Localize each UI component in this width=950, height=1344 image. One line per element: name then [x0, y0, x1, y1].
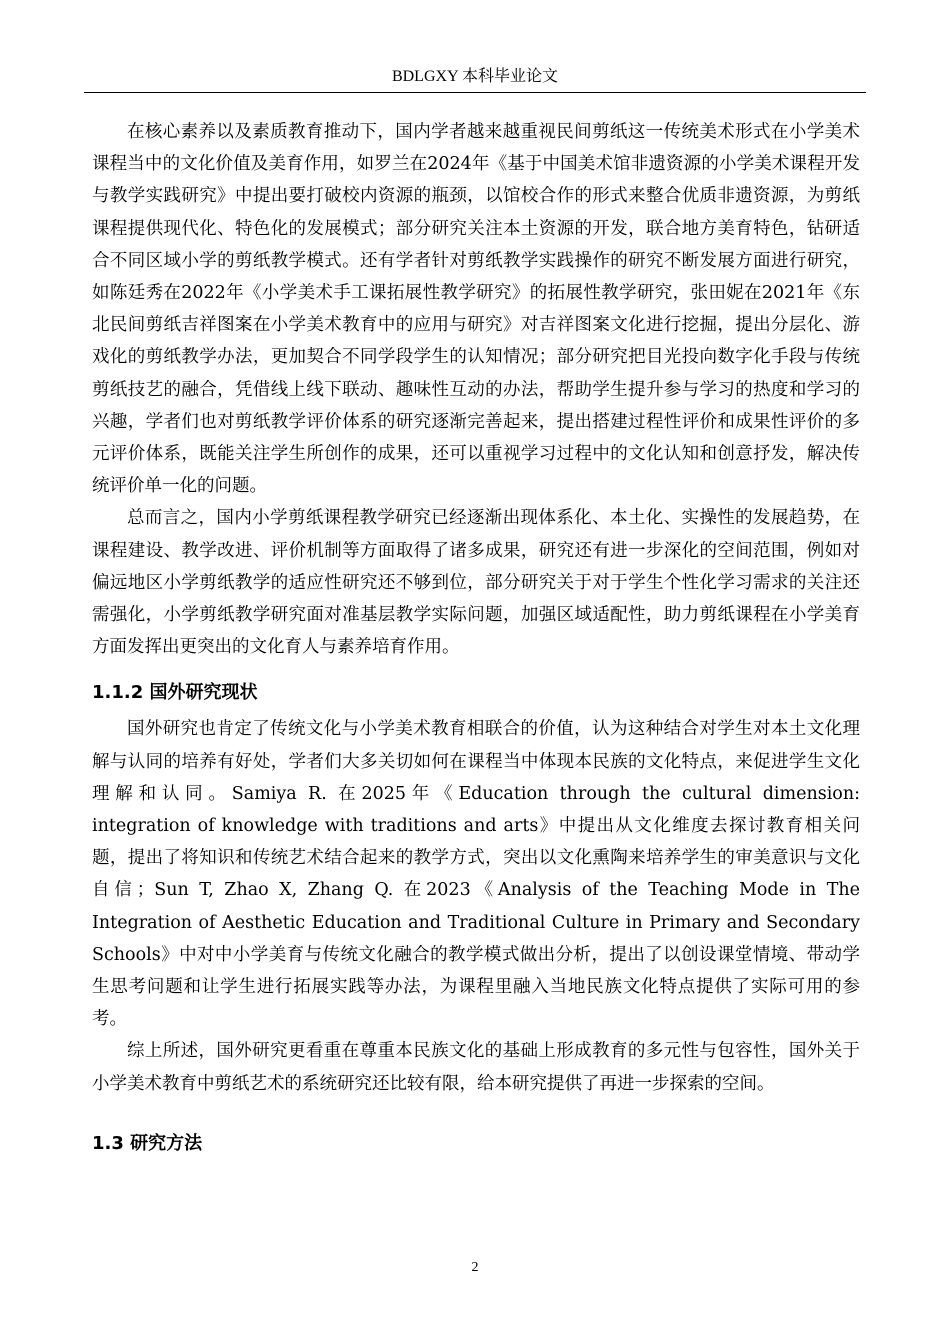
paragraph-foreign-summary: 综上所述，国外研究更看重在尊重本民族文化的基础上形成教育的多元性与包容性，国外关于小学美术教育中剪纸艺术的系统研究还比较有限，给本研究提供了再进一步探索的空间。 [92, 1041, 860, 1094]
body-text [92, 116, 860, 1160]
heading-foreign-research: 1.1.2 国外研究现状 [92, 682, 258, 704]
paragraph-domestic-summary: 总而言之，国内小学剪纸课程教学研究已经逐渐出现体系化、本土化、实操性的发展趋势，在课程建设、教学改进、评价机制等方面取得了诸多成果，研究还有进一步深化的空间范围，例如对偏远地区小学剪纸教学的适应性研究还不够到位，部分研究关于对于学生个性化学习需求的关注还需强化，小学剪纸教学研究面对准基层教学实际问题，加强区域适配性，助力剪纸课程在小学美育方面发挥出更突出的文化育人与素养培育作用。 [92, 508, 860, 658]
paragraph-foreign-research: 国外研究也肯定了传统文化与小学美术教育相联合的价值，认为这种结合对学生对本土文化理解与认同的培养有好处，学者们大多关切如何在课程当中体现本民族的文化特点，来促进学生文化理解和认同。Samiya R. 在2025年《Education through the cultural dimension: integration of knowledge with traditions and arts》中提出从文化维度去探讨教育相关问题，提出了将知识和传统艺术结合起来的教学方式，突出以文化熏陶来培养学生的审美意识与文化自信；Sun T, Zhao X, Zhang Q. 在2023《Analysis of the Teaching Mode in The Integration of Aesthetic Education and Traditional Culture in Primary and Secondary Schools》中对中小学美育与传统文化融合的教学模式做出分析，提出了以创设课堂情境、带动学生思考问题和让学生进行拓展实践等办法，为课程里融入当地民族文化特点提供了实际可用的参考。 [92, 719, 860, 1030]
heading-research-methods: 1.3 研究方法 [92, 1132, 203, 1154]
page-number: 2 [471, 1260, 479, 1275]
paragraph-domestic-research: 在核心素养以及素质教育推动下，国内学者越来越重视民间剪纸这一传统美术形式在小学美术课程当中的文化价值及美育作用，如罗兰在2024年《基于中国美术馆非遗资源的小学美术课程开发与教学实践研究》中提出要打破校内资源的瓶颈，以馆校合作的形式来整合优质非遗资源，为剪纸课程提供现代化、特色化的发展模式；部分研究关注本土资源的开发，联合地方美育特色，钻研适合不同区域小学的剪纸教学模式。还有学者针对剪纸教学实践操作的研究不断发展方面进行研究，如陈廷秀在2022年《小学美术手工课拓展性教学研究》的拓展性教学研究，张田妮在2021年《东北民间剪纸吉祥图案在小学美术教育中的应用与研究》对吉祥图案文化进行挖掘，提出分层化、游戏化的剪纸教学办法，更加契合不同学段学生的认知情况；部分研究把目光投向数字化手段与传统剪纸技艺的融合，凭借线上线下联动、趣味性互动的办法，帮助学生提升参与学习的热度和学习的兴趣，学者们也对剪纸教学评价体系的研究逐渐完善起来，提出搭建过程性评价和成果性评价的多元评价体系，既能关注学生所创作的成果，还可以重视学习过程中的文化认知和创意抒发，解决传统评价单一化的问题。 [92, 122, 860, 497]
running-header: BDLGXY 本科毕业论文 [84, 66, 866, 93]
